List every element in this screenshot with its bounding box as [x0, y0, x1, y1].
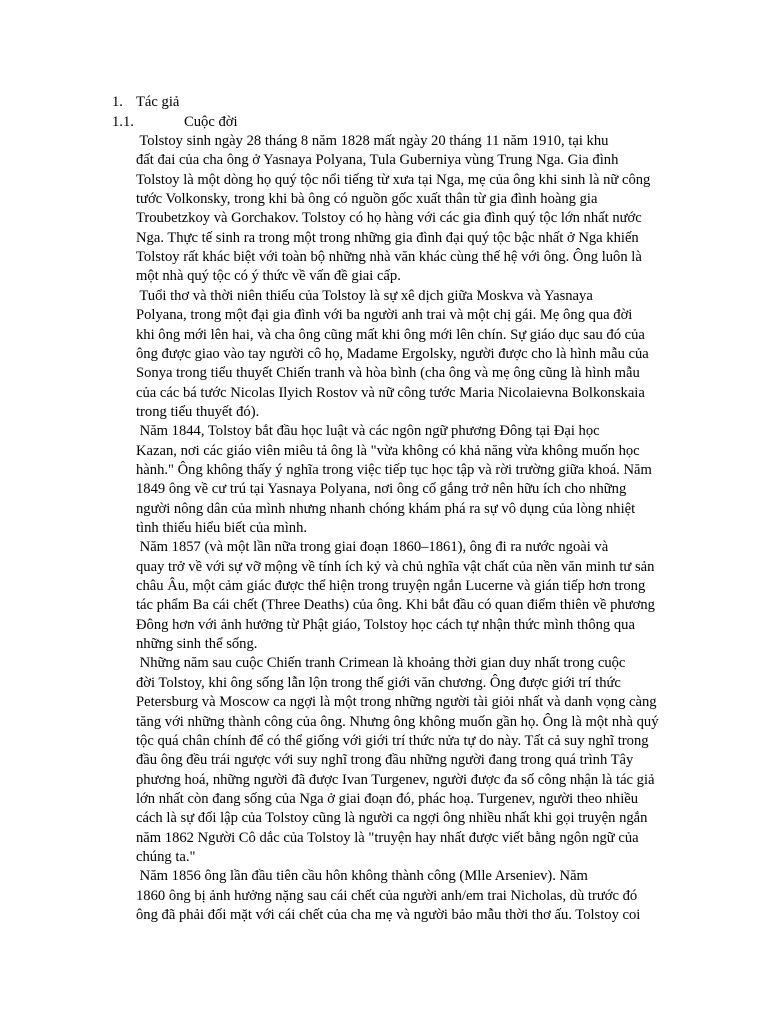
text-line: Tolstoy sinh ngày 28 tháng 8 năm 1828 mất ngày 20 tháng 11 năm 1910, tại khu: [136, 133, 609, 149]
text-line: Năm 1856 ông lần đầu tiên cầu hôn không thành công (Mlle Arseniev). Năm: [136, 868, 588, 885]
text-line: lớn nhất còn đang sống của Nga ở giai đoạn đó, phác hoạ. Turgenev, người theo nhiều: [136, 790, 639, 807]
text-line: Polyana, trong một đại gia đình với ba người anh trai và một chị gái. Mẹ ông qua đời: [136, 307, 633, 324]
text-line: ông đã phải đối mặt với cái chết của cha mẹ và người bảo mẫu thời thơ ấu. Tolstoy coi: [136, 907, 641, 923]
text-line: Tolstoy là một dòng họ quý tộc nổi tiếng từ xưa tại Nga, mẹ của ông khi sinh là nữ công: [136, 171, 651, 188]
text-line: Tuổi thơ và thời niên thiếu của Tolstoy là sự xê dịch giữa Moskva và Yasnaya: [136, 287, 593, 304]
text-line: tước Volkonsky, trong khi bà ông có nguồn gốc xuất thân từ gia đình hoàng gia: [136, 191, 598, 208]
text-line: Tolstoy rất khác biệt với toàn bộ những nhà văn khác cùng thế hệ với ông. Ông luôn là: [136, 249, 642, 266]
text-line: ông được giao vào tay người cô họ, Madame Ergolsky, người được cho là hình mẫu của: [136, 345, 649, 362]
text-line: khi ông mới lên hai, và cha ông cũng mất khi ông mới lên chín. Sự giáo dục sau đó của: [136, 326, 645, 343]
text-line: hành." Ông không thấy ý nghĩa trong việc tiếp tục học tập và rời trường giữa khoá. Năm: [136, 461, 652, 478]
text-line: người nông dân của mình nhưng nhanh chóng khám phá ra sự vô dụng của lòng nhiệt: [136, 500, 636, 517]
text-line: quay trở về với sự vỡ mộng về tính ích kỷ và chủ nghĩa vật chất của nền văn minh tư sản: [136, 558, 655, 575]
text-line: Troubetzkoy và Gorchakov. Tolstoy có họ hàng với các gia đình quý tộc lớn nhất nước: [136, 210, 642, 227]
text-line: những sinh thể sống.: [136, 636, 258, 653]
text-line: Petersburg và Moscow ca ngợi là một trong những người tài giỏi nhất và danh vọng càng: [136, 694, 657, 711]
heading-title: Tác giả: [136, 94, 180, 110]
text-line: 1860 ông bị ảnh hưởng nặng sau cái chết của người anh/em trai Nicholas, dù trước đó: [136, 887, 638, 904]
text-line: đời Tolstoy, khi ông sống lẫn lộn trong thế giới văn chương. Ông được giới trí thức: [136, 674, 621, 691]
text-line: Kazan, nơi các giáo viên miêu tả ông là "vừa không có khả năng vừa không muốn học: [136, 442, 640, 459]
text-line: năm 1862 Người Cô dắc của Tolstoy là "truyện hay nhất được viết bằng ngôn ngữ của: [136, 829, 639, 846]
text-line: Nga. Thực tế sinh ra trong một trong những gia đình đại quý tộc bậc nhất ở Nga khiến: [136, 229, 639, 246]
text-line: của các bá tước Nicolas Ilyich Rostov và nữ công tước Maria Nicolaievna Bolkonskaia: [136, 384, 645, 401]
text-line: cách là sự đối lập của Tolstoy cũng là người ca ngợi ông nhiều nhất khi gọi truyện ngắn: [136, 810, 648, 827]
text-line: Sonya trong tiểu thuyết Chiến tranh và hòa bình (cha ông và mẹ ông cũng là hình mẫu: [136, 365, 640, 382]
text-line: chúng ta.": [136, 848, 196, 865]
text-line: châu Âu, một cảm giác được thể hiện trong truyện ngắn Lucerne và gián tiếp hơn trong: [136, 578, 646, 595]
text-line: trong tiểu thuyết đó).: [136, 403, 260, 420]
text-line: Đông hơn với ảnh hưởng từ Phật giáo, Tolstoy học cách tự nhận thức mình thông qua: [136, 616, 635, 633]
text-line: 1849 ông về cư trú tại Yasnaya Polyana, nơi ông cố gắng trở nên hữu ích cho những: [136, 481, 627, 498]
text-line: Năm 1857 (và một lần nữa trong giai đoạn 1860–1861), ông đi ra nước ngoài và: [136, 539, 609, 556]
subheading-title: Cuộc đời: [184, 113, 238, 130]
text-line: Năm 1844, Tolstoy bắt đầu học luật và các ngôn ngữ phương Đông tại Đại học: [136, 423, 600, 440]
text-line: tình thiếu hiểu biết của mình.: [136, 520, 308, 536]
text-line: tăng với những thành công của ông. Nhưng ông không muốn gần họ. Ông là một nhà quý: [136, 713, 659, 730]
text-line: phương hoá, những người đã được Ivan Turgenev, người được đa số công nhận là tác giả: [136, 771, 655, 788]
heading-number: 1.: [112, 94, 123, 110]
text-line: đất đai của cha ông ở Yasnaya Polyana, Tula Guberniya vùng Trung Nga. Gia đình: [136, 152, 619, 169]
text-line: tác phẩm Ba cái chết (Three Deaths) của ông. Khi bắt đầu có quan điểm thiên về phương: [136, 597, 655, 614]
text-line: một nhà quý tộc có ý thức về vấn đề giai cấp.: [136, 268, 401, 285]
subheading-number: 1.1.: [112, 113, 134, 130]
text-line: đầu ông đều trái ngược với suy nghĩ trong đầu những người đang trong quá trình Tây: [136, 752, 634, 769]
text-line: tộc quá chân chính để có thể giống với giới trí thức nửa tự do này. Tất cả suy nghĩ trong: [136, 732, 649, 749]
text-line: Những năm sau cuộc Chiến tranh Crimean là khoảng thời gian duy nhất trong cuộc: [136, 655, 626, 672]
